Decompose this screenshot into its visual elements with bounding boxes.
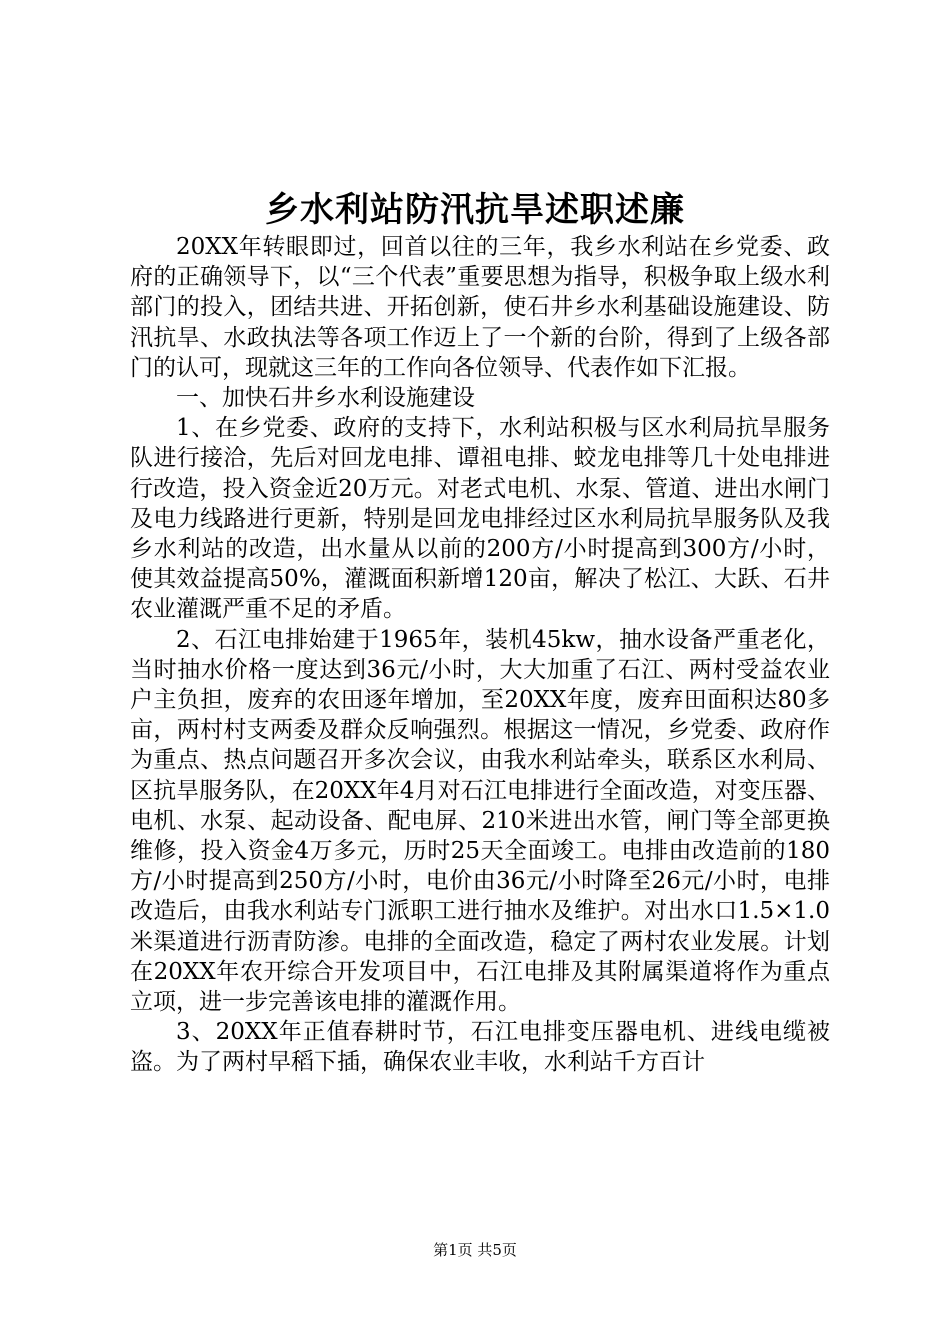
paragraph-intro: 20XX年转眼即过，回首以往的三年，我乡水利站在乡党委、政府的正确领导下，以“三个代表”重要思想为指导，积极争取上级水利部门的投入，团结共进、开拓创新，使石井乡水利基础设施建设、防汛抗旱、水政执法等各项工作迈上了一个新的台阶，得到了上级各部门的认可，现就这三年的工作向各位领导、代表作如下汇报。 <box>130 234 830 381</box>
section-heading: 一、加快石井乡水利设施建设 <box>176 385 475 412</box>
document-title: 乡水利站防汛抗旱述职述廉 <box>265 190 685 230</box>
paragraph-item-1: 1、在乡党委、政府的支持下，水利站积极与区水利局抗旱服务队进行接洽，先后对回龙电排、谭祖电排、蛟龙电排等几十处电排进行改造，投入资金近20万元。对老式电机、水泵、管道、进出水闸门及电力线路进行更新，特别是回龙电排经过区水利局抗旱服务队及我乡水利站的改造，出水量从以前的200方/小时提高到300方/小时，使其效益提高50%，灌溉面积新增120亩，解决了松江、大跃、石井农业灌溉严重不足的矛盾。 <box>130 415 830 623</box>
page-number-footer: 第1页 共5页 <box>433 1241 517 1259</box>
paragraph-item-2: 2、石江电排始建于1965年，装机45kw，抽水设备严重老化，当时抽水价格一度达到36元/小时，大大加重了石江、两村受益农业户主负担，废弃的农田逐年增加，至20XX年度，废弃田面积达80多亩，两村村支两委及群众反响强烈。根据这一情况，乡党委、政府作为重点、热点问题召开多次会议，由我水利站牵头，联系区水利局、区抗旱服务队，在20XX年4月对石江电排进行全面改造，对变压器、电机、水泵、起动设备、配电屏、210米进出水管，闸门等全部更换维修，投入资金4万多元，历时25天全面竣工。电排由改造前的180方/小时提高到250方/小时，电价由36元/小时降至26元/小时，电排改造后，由我水利站专门派职工进行抽水及维护。对出水口1.5×1.0米渠道进行沥青防渗。电排的全面改造，稳定了两村农业发展。计划在20XX年农开综合开发项目中，石江电排及其附属渠道将作为重点立项，进一步完善该电排的灌溉作用。 <box>130 626 830 1016</box>
document-body <box>130 232 830 1078</box>
paragraph-item-3: 3、20XX年正值春耕时节，石江电排变压器电机、进线电缆被盗。为了两村早稻下插，确保农业丰收，水利站千方百计 <box>130 1019 830 1076</box>
